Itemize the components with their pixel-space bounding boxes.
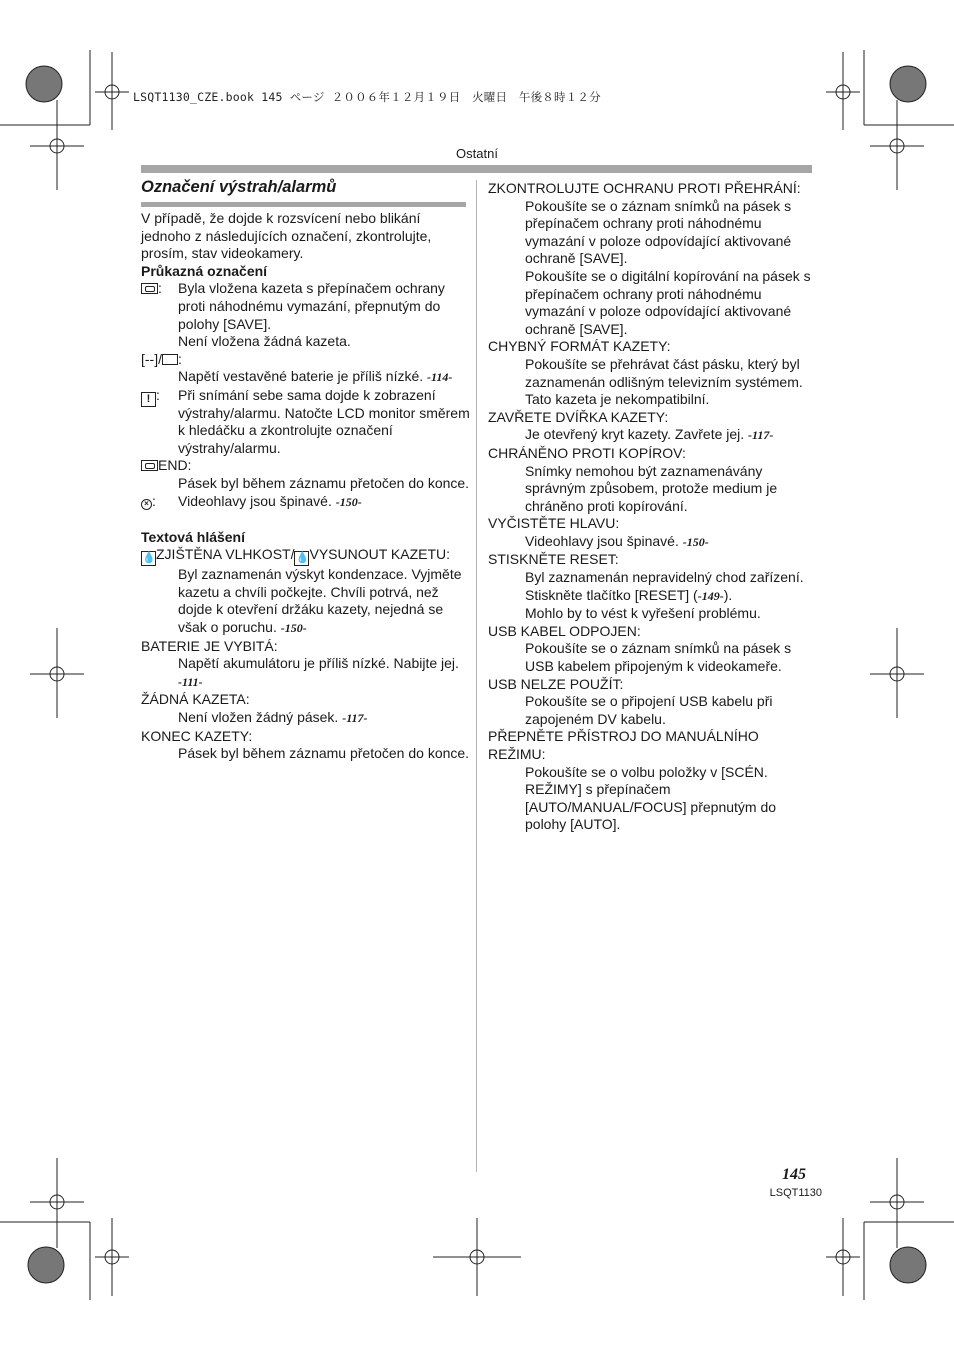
indicator-tape-end-label: END:: [141, 457, 471, 475]
dirty-heads-icon: ×: [141, 499, 152, 510]
message-text: Pokoušíte se přehrávat část pásku, který byl zaznamenán odlišným televizním systémem. Tato kazeta je nekompatibilní.: [525, 355, 803, 408]
indicator-text: Pásek byl během záznamu přetočen do konce.: [178, 474, 470, 491]
message-title: CHRÁNĚNO PROTI KOPÍROV:: [488, 444, 686, 461]
message-title: ZKONTROLUJTE OCHRANU PROTI PŘEHRÁNÍ:: [488, 180, 801, 196]
message-text: Není vložen žádný pásek. -117-: [178, 709, 368, 726]
message-text: Pásek byl během záznamu přetočen do konce.: [178, 745, 470, 762]
indicator-text: Při snímání sebe sama dojde k zobrazení výstrahy/alarmu. Natočte LCD monitor směrem k hledáčku a zkontrolujte označení výstrahy/alarmu.: [178, 386, 470, 456]
message-title: ŽÁDNÁ KAZETA:: [141, 691, 250, 708]
message-title: USB NELZE POUŽÍT:: [488, 675, 624, 692]
message-title: KONEC KAZETY:: [141, 727, 253, 744]
message-title: BATERIE JE VYBITÁ:: [141, 637, 278, 654]
message-text: Je otevřený kryt kazety. Zavřete jej. -117-: [525, 426, 774, 443]
condensation-drop-icon: 💧: [295, 552, 310, 565]
message-title: ZAVŘETE DVÍŘKA KAZETY:: [488, 408, 669, 425]
indicator-text: Není vložena žádná kazeta.: [178, 333, 351, 350]
page-title: Označení výstrah/alarmů: [141, 178, 337, 196]
message-text: Mohlo by to vést k vyřešení problému.: [525, 605, 761, 622]
exclamation-box-icon: !: [141, 392, 156, 407]
message-title: VYČISTĚTE HLAVU:: [488, 515, 620, 532]
indicator-battery-label: [--]/ :: [141, 350, 182, 367]
column-divider: [476, 180, 477, 1172]
message-text: Pokoušíte se o připojení USB kabelu při zapojeném DV kabelu.: [525, 693, 773, 727]
message-text: Napětí akumulátoru je příliš nízké. Nabijte jej. -111-: [178, 655, 459, 689]
message-title: PŘEPNĚTE PŘÍSTROJ DO MANUÁLNÍHO REŽIMU:: [488, 728, 759, 762]
message-text: Pokoušíte se o záznam snímků na pásek s USB kabelem připojeným k videokameře.: [525, 640, 792, 675]
message-text: Snímky nemohou být zaznamenávány správným způsobem, protože medium je chráněno proti kopírování.: [525, 462, 778, 514]
message-text: Byl zaznamenán nepravidelný chod zařízení. Stiskněte tlačítko [RESET] (-149-).: [525, 569, 804, 603]
page-reference: -117-: [748, 428, 774, 443]
page-reference: -150-: [335, 494, 362, 509]
right-column: [488, 180, 818, 834]
indicator-dirty-heads: × : Videohlavy jsou špinavé. -150-: [141, 493, 471, 512]
message-text: Pokoušíte se o digitální kopírování na pásek s přepínačem ochrany proti náhodnému vymazání v poloze odpovídající aktivované ochraně [SAVE].: [525, 267, 811, 337]
page-reference: -111-: [178, 674, 203, 689]
message-title: 💧ZJIŠTĚNA VLHKOST/💧VYSUNOUT KAZETU:: [142, 546, 451, 565]
left-column: [141, 210, 471, 763]
backup-battery-icon: [162, 354, 178, 365]
indicator-text: Byla vložena kazeta s přepínačem ochrany proti náhodnému vymazání, přepnutým do polohy [SAVE].: [178, 280, 445, 332]
indicator-text: Napětí vestavěné baterie je příliš nízké. -114-: [178, 368, 453, 385]
page-reference: -150-: [682, 534, 709, 549]
tape-end-icon: [141, 460, 158, 471]
page-number: 145: [782, 1166, 806, 1183]
condensation-drop-icon: 💧: [142, 552, 156, 565]
message-title: STISKNĚTE RESET:: [488, 551, 619, 568]
page-reference: -114-: [427, 370, 453, 385]
section-label: Ostatní: [456, 146, 498, 161]
page-reference: -149-: [697, 588, 724, 603]
indicator-tape-protect: : Byla vložena kazeta s přepínačem ochrany proti náhodnému vymazání, přepnutým do polohy [SAVE]. Není vložena žádná kazeta.: [141, 280, 471, 350]
message-title: CHYBNÝ FORMÁT KAZETY:: [488, 338, 671, 355]
tape-save-icon: [141, 283, 158, 294]
title-underline-bar: [141, 202, 466, 207]
indicator-alert: ! : Při snímání sebe sama dojde k zobrazení výstrahy/alarmu. Natočte LCD monitor směrem k hledáčku a zkontrolujte označení výstrahy/alarmu.: [141, 387, 471, 457]
page-reference: -117-: [342, 711, 368, 726]
message-title: USB KABEL ODPOJEN:: [488, 622, 641, 639]
page-reference: -150-: [280, 621, 307, 636]
message-text: Byl zaznamenán výskyt kondenzace. Vyjměte kazetu a chvíli počkejte. Chvíli potrvá, než dojde k otevření držáku kazety, nejedná se však o poruchu. -150-: [178, 566, 462, 636]
model-code: LSQT1130: [769, 1187, 822, 1199]
intro-paragraph: V případě, že dojde k rozsvícení nebo blikání jednoho z následujících označení, zkontrolujte, prosím, stav videokamery.: [141, 210, 432, 262]
message-text: Pokoušíte se o záznam snímků na pásek s přepínačem ochrany proti náhodnému vymazání v poloze odpovídající aktivované ochraně [SAVE].: [525, 197, 792, 267]
section-divider-bar: [141, 165, 812, 173]
message-text: Pokoušíte se o volbu položky v [SCÉN. REŽIMY] s přepínačem [AUTO/MANUAL/FOCUS] přepnutým do polohy [AUTO].: [525, 763, 777, 833]
indicators-heading: Průkazná označení: [141, 262, 268, 279]
message-text: Videohlavy jsou špinavé. -150-: [525, 532, 709, 549]
print-header-line: LSQT1130_CZE.book 145 ページ ２００６年１２月１９日 火曜日 午後８時１２分: [133, 90, 601, 104]
indicator-text: Videohlavy jsou špinavé. -150-: [178, 492, 362, 509]
messages-heading: Textová hlášení: [141, 528, 246, 545]
